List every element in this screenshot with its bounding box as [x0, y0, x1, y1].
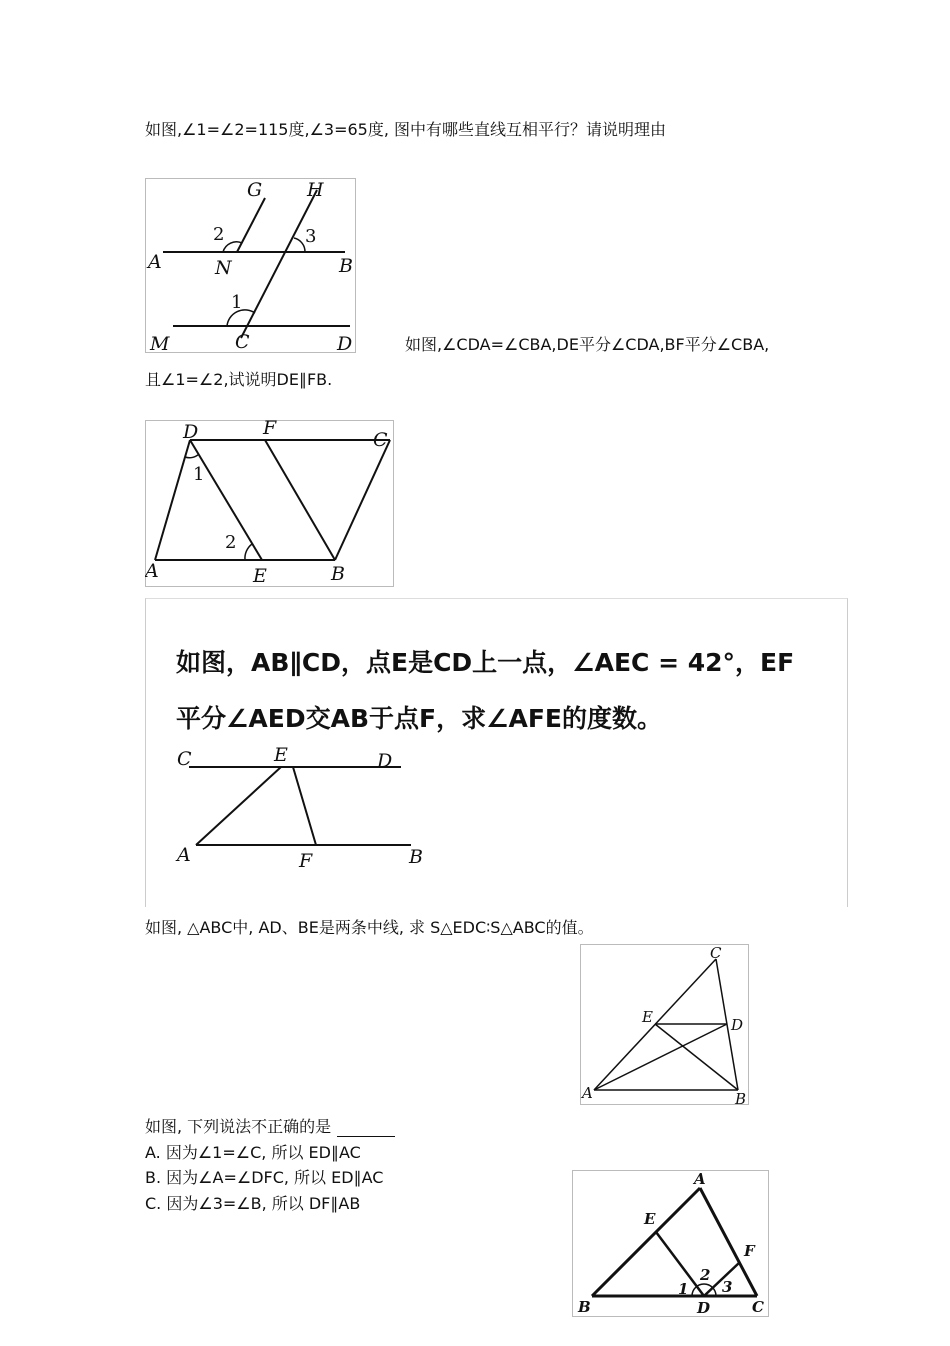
label-C: C	[373, 429, 388, 451]
label-F: F	[263, 420, 277, 439]
option-a: A. 因为∠1=∠C, 所以 ED∥AC	[145, 1143, 361, 1162]
label-A: A	[177, 844, 191, 866]
question-3-line1: 如图，AB∥CD，点E是CD上一点，∠AEC = 42°，EF	[176, 648, 795, 677]
figure-2	[145, 420, 395, 588]
option-b: B. 因为∠A=∠DFC, 所以 ED∥AC	[145, 1168, 384, 1187]
label-M: M	[150, 333, 170, 354]
label-B: B	[339, 255, 353, 277]
question-5-stem-text: 如图, 下列说法不正确的是	[145, 1117, 332, 1136]
label-G: G	[247, 179, 263, 201]
label-C: C	[752, 1298, 764, 1316]
label-A: A	[582, 1084, 593, 1102]
label-E: E	[642, 1008, 653, 1026]
label-angle-1: 1	[678, 1280, 689, 1298]
label-angle-2: 2	[213, 224, 225, 245]
label-angle-3: 3	[722, 1278, 733, 1296]
label-angle-2: 2	[225, 532, 237, 553]
label-B: B	[409, 846, 423, 868]
label-C: C	[177, 748, 192, 770]
label-E: E	[644, 1210, 656, 1228]
label-E: E	[253, 565, 267, 587]
label-F: F	[744, 1242, 755, 1260]
label-angle-2: 2	[700, 1266, 711, 1284]
label-C: C	[710, 944, 722, 962]
figure-1	[145, 178, 357, 354]
label-B: B	[331, 563, 345, 585]
label-D: D	[337, 333, 353, 354]
label-A: A	[694, 1170, 706, 1188]
label-B: B	[578, 1298, 591, 1316]
question-4-text: 如图, △ABC中, AD、BE是两条中线, 求 S△EDC∶S△ABC的值。	[145, 918, 594, 937]
question-5-stem	[145, 1117, 395, 1137]
label-C: C	[235, 331, 250, 353]
label-angle-1: 1	[231, 292, 243, 313]
figure-5	[572, 1170, 770, 1318]
label-N: N	[215, 257, 232, 279]
answer-blank	[337, 1120, 395, 1137]
figure-4	[580, 944, 750, 1106]
option-c: C. 因为∠3=∠B, 所以 DF∥AB	[145, 1194, 361, 1213]
question-3-line2: 平分∠AED交AB于点F，求∠AFE的度数。	[176, 704, 662, 733]
question-1-text: 如图,∠1=∠2=115度,∠3=65度, 图中有哪些直线互相平行？请说明理由	[145, 120, 667, 139]
label-angle-3: 3	[305, 226, 317, 247]
label-B: B	[735, 1090, 747, 1106]
label-A: A	[145, 560, 159, 582]
label-A: A	[148, 251, 162, 273]
question-2-text-line1: 如图,∠CDA=∠CBA,DE平分∠CDA,BF平分∠CBA,	[405, 335, 770, 354]
label-D: D	[731, 1016, 744, 1034]
question-2-text-line2: 且∠1=∠2,试说明DE∥FB.	[145, 370, 333, 389]
figure-3	[171, 739, 441, 879]
label-angle-1: 1	[193, 464, 205, 485]
label-H: H	[307, 179, 324, 201]
label-F: F	[299, 850, 313, 872]
label-D: D	[183, 421, 199, 443]
question-3-block	[145, 598, 848, 907]
label-E: E	[274, 744, 288, 766]
label-D: D	[377, 750, 393, 772]
label-D: D	[697, 1299, 711, 1317]
